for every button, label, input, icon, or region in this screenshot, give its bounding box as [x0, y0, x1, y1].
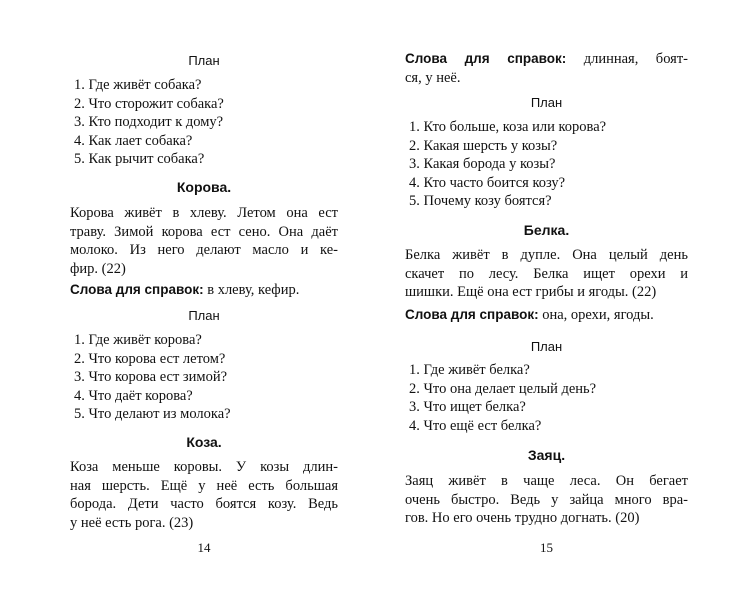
squirrel-helper-words	[405, 306, 688, 325]
list-item: 5. Что делают из молока?	[74, 406, 231, 422]
list-item: 1. Где живёт корова?	[74, 332, 202, 348]
list-item: 4. Что ещё ест белка?	[409, 417, 542, 434]
hare-title: Заяц.	[527, 447, 566, 463]
text-line: молоко. Из него делают масло и ке-	[70, 242, 338, 258]
text-line: борода. Дети часто боятся козу. Ведь	[70, 496, 338, 512]
list-item: 5. Почему козу боятся?	[409, 193, 552, 209]
list-item: 5. Как рычит собака?	[74, 151, 205, 167]
squirrel-plan-heading: План	[530, 339, 563, 354]
list-item: 2. Какая шерсть у козы?	[409, 137, 558, 154]
text-line: ная шерсть. Ещё у неё есть большая	[70, 477, 338, 494]
goat-plan-heading: План	[530, 95, 563, 110]
text-line: фир. (22)	[70, 260, 126, 277]
page-number: 14	[197, 540, 211, 555]
squirrel-text	[405, 246, 688, 302]
list-item: 4. Как лает собака?	[74, 132, 193, 149]
list-item: 1. Где живёт собака?	[74, 77, 202, 93]
cow-title: Корова.	[176, 179, 232, 195]
text-line	[405, 50, 688, 69]
cow-plan-heading: План	[188, 308, 220, 323]
goat-helper-words	[405, 50, 688, 87]
list-item: 2. Что корова ест летом?	[74, 350, 226, 367]
squirrel-question-list	[405, 361, 688, 435]
list-item: 4. Кто часто боится козу?	[409, 174, 566, 191]
text-line: Коза меньше коровы. У козы длин-	[70, 459, 338, 475]
text-line: шишки. Ещё она ест грибы и ягоды. (22)	[405, 284, 657, 300]
goat-text	[70, 458, 338, 532]
goat-question-list	[405, 118, 688, 211]
text-line: очень быстро. Ведь у зайца много вра-	[405, 491, 688, 508]
text-line: гов. Но его очень трудно догнать. (20)	[405, 510, 640, 526]
helper-label: Слова для справок:	[70, 282, 204, 297]
list-item: 1. Где живёт белка?	[409, 362, 530, 378]
right-page	[405, 0, 688, 592]
left-page	[70, 0, 338, 592]
helper-label: Слова для справок:	[405, 51, 567, 66]
goat-title: Коза.	[186, 434, 222, 450]
text-line: ся, у неё.	[405, 69, 461, 86]
dog-question-list	[70, 76, 338, 169]
helper-words: длинная, боят-	[566, 51, 688, 67]
cow-helper-words	[70, 281, 338, 300]
cow-text	[70, 204, 338, 278]
list-item: 4. Что даёт корова?	[74, 387, 193, 404]
list-item: 3. Что ищет белка?	[409, 399, 526, 415]
list-item: 3. Какая борода у козы?	[409, 156, 556, 172]
hare-text	[405, 472, 688, 528]
text-line: Заяц живёт в чаще леса. Он бегает	[405, 473, 688, 489]
list-item: 3. Что корова ест зимой?	[74, 369, 228, 385]
text-line: у неё есть рога. (23)	[70, 514, 194, 531]
list-item: 3. Кто подходит к дому?	[74, 114, 224, 130]
text-line: Корова живёт в хлеву. Летом она ест	[70, 205, 338, 221]
text-line: Белка живёт в дупле. Она целый день	[405, 247, 688, 263]
dog-plan-heading: План	[188, 53, 220, 68]
text-line: траву. Зимой корова ест сено. Она даёт	[70, 223, 338, 240]
page-number: 15	[540, 540, 553, 555]
list-item: 2. Что сторожит собака?	[74, 95, 224, 112]
helper-words: она, орехи, ягоды.	[538, 307, 654, 323]
text-line: скачет по лесу. Белка ищет орехи и	[405, 265, 688, 282]
list-item: 1. Кто больше, коза или корова?	[409, 119, 607, 135]
helper-label: Слова для справок:	[405, 307, 539, 322]
helper-words: в хлеву, кефир.	[203, 282, 300, 298]
cow-question-list	[70, 331, 338, 424]
squirrel-title: Белка.	[523, 222, 570, 238]
list-item: 2. Что она делает целый день?	[409, 380, 597, 397]
